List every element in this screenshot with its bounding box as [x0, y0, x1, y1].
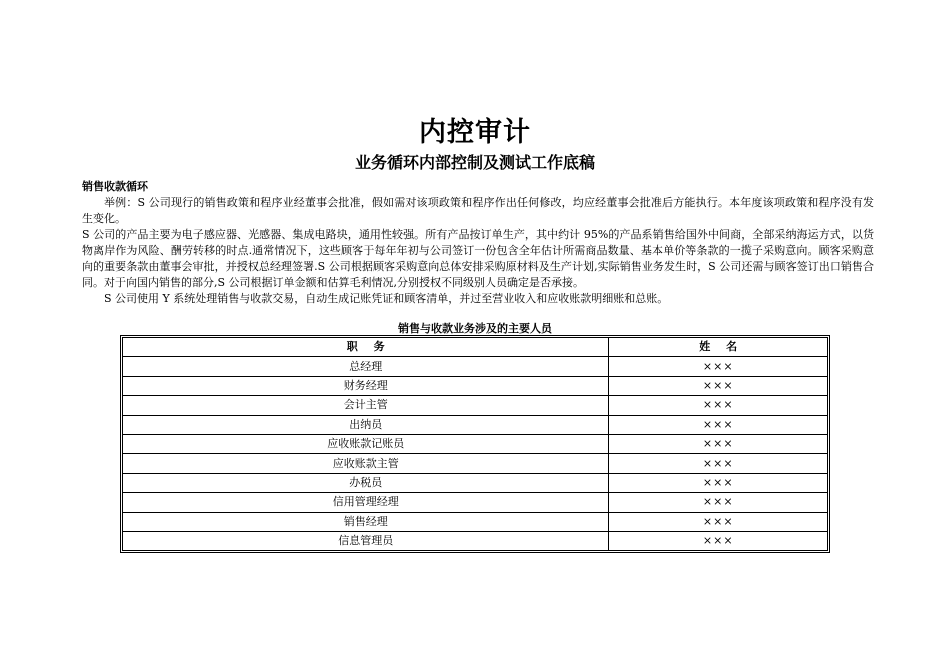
paragraph-system: S 公司使用 Y 系统处理销售与收款交易，自动生成记账凭证和顾客清单，并过至营业收入和应收账款明细账和总账。	[104, 292, 669, 305]
cell-position: 办税员	[123, 473, 609, 492]
document-subtitle: 业务循环内部控制及测试工作底稿	[354, 153, 595, 172]
cell-name: ×××	[609, 512, 828, 531]
table-row	[123, 415, 828, 434]
cell-position: 应收账款主管	[123, 454, 609, 473]
cell-position: 会计主管	[123, 396, 609, 415]
personnel-table-frame	[120, 335, 830, 553]
cell-name: ×××	[609, 473, 828, 492]
table-row	[123, 454, 828, 473]
header-name: 姓 名	[609, 338, 828, 357]
table-row	[123, 493, 828, 512]
table-caption: 销售与收款业务涉及的主要人员	[398, 322, 552, 335]
header-position: 职 务	[123, 338, 609, 357]
table-row	[123, 396, 828, 415]
cell-name: ×××	[609, 454, 828, 473]
table-row	[123, 376, 828, 395]
section-heading: 销售收款循环	[82, 180, 148, 193]
cell-name: ×××	[609, 357, 828, 376]
cell-position: 财务经理	[123, 376, 609, 395]
cell-position: 信息管理员	[123, 531, 609, 550]
table-row	[123, 357, 828, 376]
personnel-table	[122, 337, 828, 551]
cell-name: ×××	[609, 493, 828, 512]
cell-position: 应收账款记账员	[123, 434, 609, 453]
cell-name: ×××	[609, 434, 828, 453]
cell-name: ×××	[609, 376, 828, 395]
table-row	[123, 531, 828, 550]
paragraph-example: 举例：S 公司现行的销售政策和程序业经董事会批准，假如需对该项政策和程序作出任何修改，均应经董事会批准后方能执行。本年度该项政策和程序没有发生变化。	[82, 196, 874, 225]
cell-position: 信用管理经理	[123, 493, 609, 512]
cell-position: 总经理	[123, 357, 609, 376]
body-text	[82, 178, 874, 307]
table-header-row	[123, 338, 828, 357]
table-row	[123, 512, 828, 531]
document-title: 内控审计	[419, 117, 531, 148]
table-row	[123, 434, 828, 453]
cell-position: 销售经理	[123, 512, 609, 531]
cell-name: ×××	[609, 415, 828, 434]
cell-name: ×××	[609, 396, 828, 415]
cell-position: 出纳员	[123, 415, 609, 434]
cell-name: ×××	[609, 531, 828, 550]
table-row	[123, 473, 828, 492]
paragraph-products: S 公司的产品主要为电子感应器、光感器、集成电路块，通用性较强。所有产品按订单生产，其中约计 95%的产品系销售给国外中间商，全部采纳海运方式，以货物离岸作为风险、酬劳转移的时点.通常情况下，这些顾客于每年年初与公司签订一份包含全年估计所需商品数量、基本单价等条款的一揽子采购意向。顾客采购意向的重要条款由董事会审批，并授权总经理签署.S 公司根据顾客采购意向总体安排采购原材料及生产计划,实际销售业务发生时，S 公司还需与顾客签订出口销售合同。对于向国内销售的部分,S 公司根据订单金额和估算毛利情况,分别授权不同级别人员确定是否承接。	[82, 228, 874, 289]
